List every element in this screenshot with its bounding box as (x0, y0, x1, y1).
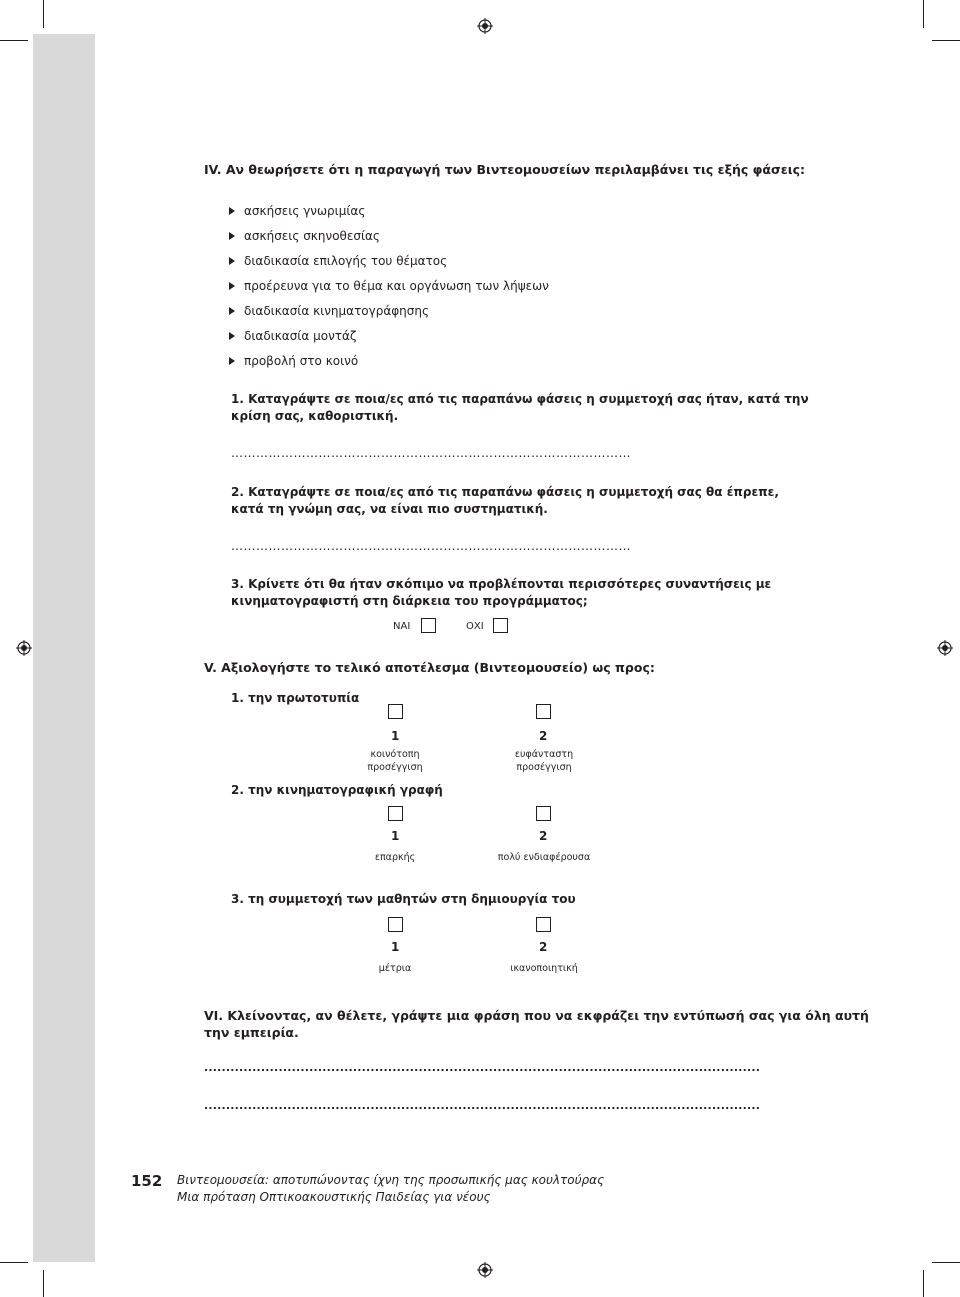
crop-mark (932, 40, 960, 41)
rating-checkbox-2[interactable] (536, 704, 551, 719)
rating-description: κοινότοπη προσέγγιση (367, 749, 423, 773)
list-item-text: προβολή στο κοινό (244, 354, 359, 368)
rating-number: 2 (539, 729, 548, 743)
rating-item-label: 1. την πρωτοτυπία (231, 691, 360, 705)
question-2-text: 2. Καταγράψτε σε ποια/ες από τις παραπάνω φάσεις η συμμετοχή σας θα έπρεπε, (231, 485, 779, 499)
rating-description: μέτρια (378, 963, 412, 974)
list-item-text: ασκήσεις γνωριμίας (244, 204, 366, 218)
rating-number: 2 (539, 829, 548, 843)
rating-checkbox-1[interactable] (388, 806, 403, 821)
list-item (229, 229, 380, 243)
section-iv-heading: IV. Αν θεωρήσετε ότι η παραγωγή των Βιντεομουσείων περιλαμβάνει τις εξής φάσεις: (204, 162, 805, 177)
answer-line[interactable]: …………………………………………………………………………………… (231, 446, 631, 460)
list-item (229, 204, 365, 218)
list-item (229, 279, 549, 293)
list-item-text: ασκήσεις σκηνοθεσίας (244, 229, 380, 243)
rating-number: 1 (391, 940, 400, 954)
bullet-arrow-icon (229, 357, 235, 365)
bullet-arrow-icon (229, 282, 235, 290)
footer-subtitle: Μια πρόταση Οπτικοακουστικής Παιδείας για νέους (177, 1190, 491, 1204)
answer-line[interactable]: …………………………………………………………………………………… (231, 539, 631, 553)
rating-description: πολύ ενδιαφέρουσα (497, 852, 591, 863)
crop-mark (923, 1270, 924, 1297)
yes-checkbox[interactable] (421, 618, 436, 633)
list-item (229, 329, 356, 343)
list-item (229, 354, 358, 368)
list-item (229, 254, 447, 268)
question-2-text: κατά τη γνώμη σας, να είναι πιο συστηματική. (231, 502, 548, 516)
registration-mark-icon (937, 640, 953, 656)
crop-mark (0, 40, 28, 41)
question-1-text: 1. Καταγράψτε σε ποια/ες από τις παραπάνω φάσεις η συμμετοχή σας ήταν, κατά την (231, 392, 809, 406)
crop-mark (923, 0, 924, 28)
rating-description: ευφάνταστη προσέγγιση (514, 749, 574, 773)
question-3-text: κινηματογραφιστή στη διάρκεια του προγράμματος; (231, 594, 588, 608)
list-item (229, 304, 429, 318)
answer-line[interactable]: ............................................................................................................................... (204, 1061, 761, 1074)
margin-band (33, 34, 95, 1262)
no-label: ΟΧΙ (466, 621, 484, 632)
question-3-text: 3. Κρίνετε ότι θα ήταν σκόπιμο να προβλέπονται περισσότερες συναντήσεις με (231, 577, 772, 591)
rating-item-label: 2. την κινηματογραφική γραφή (231, 783, 443, 797)
crop-mark (43, 0, 44, 28)
bullet-arrow-icon (229, 207, 235, 215)
rating-number: 2 (539, 940, 548, 954)
page-number: 152 (131, 1172, 163, 1190)
rating-description: επαρκής (374, 852, 416, 863)
bullet-arrow-icon (229, 307, 235, 315)
section-v-heading: V. Αξιολογήστε το τελικό αποτέλεσμα (Βιντεομουσείο) ως προς: (204, 660, 655, 675)
bullet-arrow-icon (229, 332, 235, 340)
section-vi-text: την εμπειρία. (204, 1025, 299, 1040)
list-item-text: διαδικασία μοντάζ (244, 329, 357, 343)
registration-mark-icon (477, 1262, 493, 1278)
registration-mark-icon (16, 640, 32, 656)
question-1-text: κρίση σας, καθοριστική. (231, 409, 399, 423)
footer-title: Βιντεομουσεία: αποτυπώνοντας ίχνη της προσωπικής μας κουλτούρας (177, 1173, 605, 1187)
rating-number: 1 (391, 729, 400, 743)
answer-line[interactable]: ............................................................................................................................... (204, 1099, 761, 1112)
rating-item-label: 3. τη συμμετοχή των μαθητών στη δημιουργία του (231, 892, 576, 906)
crop-mark (43, 1270, 44, 1297)
no-checkbox[interactable] (493, 618, 508, 633)
section-vi-text: VI. Κλείνοντας, αν θέλετε, γράψτε μια φράση που να εκφράζει την εντύπωσή σας για όλη αυτή (204, 1008, 869, 1023)
rating-number: 1 (391, 829, 400, 843)
bullet-arrow-icon (229, 232, 235, 240)
list-item-text: προέρευνα για το θέμα και οργάνωση των λήψεων (244, 279, 549, 293)
list-item-text: διαδικασία επιλογής του θέματος (244, 254, 448, 268)
rating-checkbox-1[interactable] (388, 704, 403, 719)
rating-checkbox-2[interactable] (536, 917, 551, 932)
rating-checkbox-1[interactable] (388, 917, 403, 932)
yes-label: ΝΑΙ (393, 621, 411, 632)
bullet-arrow-icon (229, 257, 235, 265)
list-item-text: διαδικασία κινηματογράφησης (244, 304, 430, 318)
rating-checkbox-2[interactable] (536, 806, 551, 821)
registration-mark-icon (477, 18, 493, 34)
crop-mark (932, 1262, 960, 1263)
crop-mark (0, 1262, 28, 1263)
rating-description: ικανοποιητική (510, 963, 578, 974)
